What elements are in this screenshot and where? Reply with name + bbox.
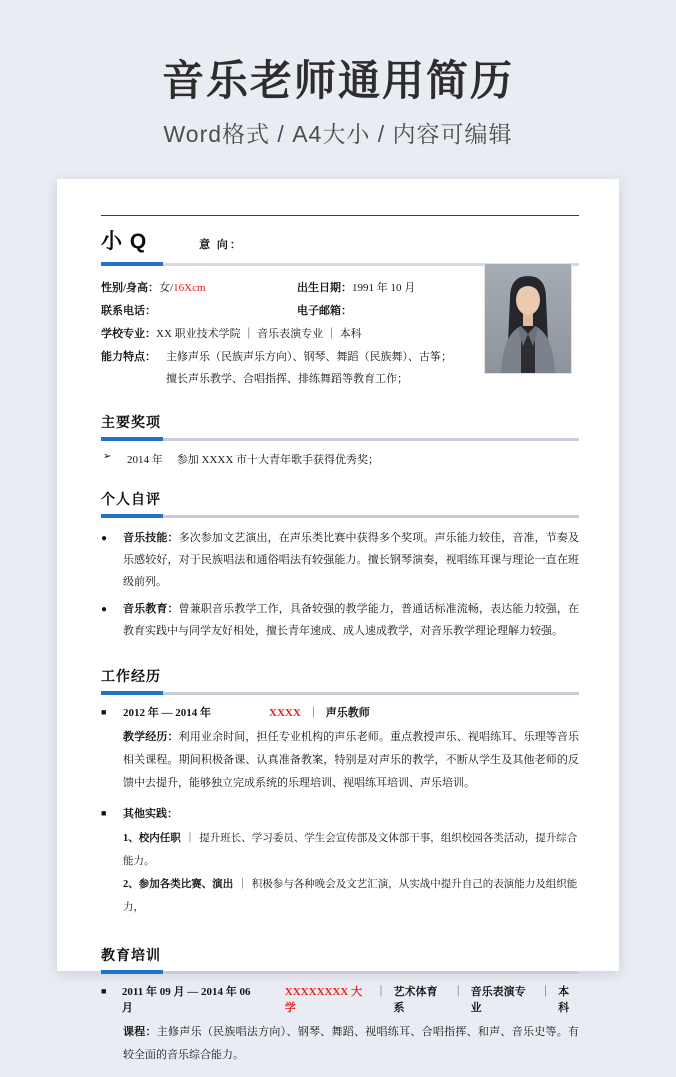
- work-rule: [101, 691, 579, 695]
- arrow-bullet-icon: ➢: [103, 451, 112, 463]
- education-school: XXXXXXXX 大学: [284, 986, 363, 1015]
- dot-bullet-icon: ●: [101, 604, 108, 616]
- birth-label: 出生日期：: [297, 282, 352, 295]
- height-value: 16Xcm: [173, 282, 206, 295]
- birth-value: 1991 年 10 月: [352, 282, 416, 295]
- job-company: XXXX: [269, 707, 301, 720]
- gender-label: 性别/身高：: [101, 282, 160, 295]
- portrait-photo-graphic: [485, 264, 571, 373]
- gender-field: [101, 281, 297, 296]
- square-bullet-icon: ■: [101, 707, 107, 718]
- rule-accent: [101, 691, 163, 695]
- email-label: 电子邮箱：: [297, 305, 352, 318]
- email-field: [297, 304, 352, 319]
- work-title: 工作经历: [101, 668, 161, 685]
- education-title: 教育培训: [101, 947, 161, 964]
- selfeval-title: 个人自评: [101, 491, 161, 508]
- rule-line: [163, 692, 579, 695]
- practice-text: 积极参与各种晚会及文艺汇演，从实战中提升自己的表演能力及组织能力，: [123, 879, 578, 914]
- portrait-photo: [485, 264, 571, 373]
- practice-text: 提升班长、学习委员、学生会宣传部及文体部干事，组织校园各类活动，提升综合能力。: [123, 833, 578, 868]
- birth-field: [297, 281, 415, 296]
- phone-field: [101, 304, 297, 319]
- section-education: [101, 945, 579, 1067]
- job-detail-label: 教学经历：: [123, 731, 179, 744]
- intent-label: 意 向：: [199, 239, 243, 252]
- selfeval-item-text: 多次参加文艺演出，在声乐类比赛中获得多个奖项。声乐能力较佳，音准，节奏及乐感较好，对于民族唱法和通俗唱法有较强能力。擅长钢琴演奏，视唱练耳课与理论一直在班级前列。: [123, 532, 579, 589]
- rule-line: [163, 971, 579, 974]
- course-text: 主修声乐（民族唱法方向）、钢琴、舞蹈、视唱练耳、合唱指挥、和声、音乐史等。有较全面的音乐综合能力。: [123, 1026, 580, 1062]
- rule-line: [163, 515, 579, 518]
- school-field: [101, 327, 362, 342]
- divider-accent: [101, 262, 163, 266]
- education-heading: [101, 983, 579, 1015]
- square-bullet-icon: ■: [101, 986, 107, 997]
- dot-bullet-icon: ●: [101, 533, 108, 545]
- resume-page: [57, 179, 619, 1062]
- job-period: 2012 年 — 2014 年: [123, 707, 211, 720]
- selfeval-item-education: [101, 598, 579, 642]
- banner-subtitle: Word格式 / A4大小 / 内容可编辑: [163, 121, 513, 148]
- education-major: 音乐表演专业: [470, 986, 526, 1015]
- education-dept: 艺术体育系: [393, 986, 438, 1015]
- separator: ｜: [184, 833, 196, 845]
- banner: [0, 0, 676, 149]
- course-detail: [101, 1021, 579, 1067]
- ability-label: 能力特点：: [101, 351, 156, 364]
- selfeval-item-label: 音乐教育：: [123, 603, 179, 616]
- rule-accent: [101, 514, 163, 518]
- school-label: 学校专业：: [101, 328, 156, 341]
- selfeval-item-label: 音乐技能：: [123, 532, 179, 545]
- education-degree: 本科: [558, 986, 570, 1015]
- rule-accent: [101, 437, 163, 441]
- separator: ｜: [237, 879, 248, 891]
- rule-line: [163, 438, 579, 441]
- square-bullet-icon: ■: [101, 808, 107, 819]
- ability-line-2: 擅长声乐教学、合唱指挥、排练舞蹈等教育工作；: [166, 373, 408, 386]
- education-period: 2011 年 09 月 — 2014 年 06 月: [121, 986, 251, 1015]
- practice-item-2: [101, 873, 579, 919]
- section-self-evaluation: [101, 489, 579, 642]
- separator: ｜: [375, 986, 387, 999]
- job-detail: [101, 726, 579, 795]
- separator: ｜: [307, 707, 319, 720]
- practice-head: 1、校内任职: [123, 833, 181, 845]
- separator: ｜: [452, 986, 464, 999]
- selfeval-item-text: 曾兼职音乐教学工作，具备较强的教学能力，普通话标准流畅，表达能力较强，在教育实践中与同学友好相处，擅长青年速成、成人速成教学，对音乐教学理论理解力较强。: [123, 603, 579, 638]
- rule-accent: [101, 970, 163, 974]
- practice-head: 2、参加各类比赛、演出: [123, 879, 234, 891]
- phone-label: 联系电话：: [101, 305, 156, 318]
- award-item: [103, 451, 579, 467]
- ability-line-1: 主修声乐（民族声乐方向）、钢琴、舞蹈（民族舞）、古筝；: [166, 351, 452, 364]
- school-value: XX 职业技术学院 ｜ 音乐表演专业 ｜ 本科: [156, 328, 362, 341]
- awards-rule: [101, 437, 579, 441]
- award-text: 参加 XXXX 市十大青年歌手获得优秀奖；: [176, 454, 380, 467]
- job-heading: [101, 704, 579, 720]
- ability-field: [166, 350, 452, 394]
- section-awards: [101, 412, 579, 467]
- resume-header: [101, 216, 579, 262]
- selfeval-rule: [101, 514, 579, 518]
- selfeval-item-skills: [101, 527, 579, 593]
- practice-item-1: [101, 827, 579, 873]
- job-role: 声乐教师: [325, 707, 370, 720]
- candidate-name: 小 Q: [101, 230, 148, 254]
- education-rule: [101, 970, 579, 974]
- banner-title: 音乐老师通用简历: [161, 57, 514, 104]
- course-label: 课程：: [123, 1026, 157, 1039]
- other-practice-heading: [101, 805, 579, 821]
- gender-value: 女/: [159, 282, 174, 295]
- job-detail-text: 利用业余时间，担任专业机构的声乐老师。重点教授声乐、视唱练耳、乐理等音乐相关课程。期间积极备课、认真准备教案，特别是对声乐的教学，不断从学生及其他老师的反馈中去提升，能够独立完成系统的乐理培训、视唱练耳培训、声乐培训。: [123, 731, 579, 790]
- other-practice-label: 其他实践：: [123, 808, 178, 821]
- separator: ｜: [540, 986, 552, 999]
- section-work: [101, 666, 579, 919]
- awards-title: 主要奖项: [101, 414, 161, 431]
- award-year: 2014 年: [127, 454, 163, 467]
